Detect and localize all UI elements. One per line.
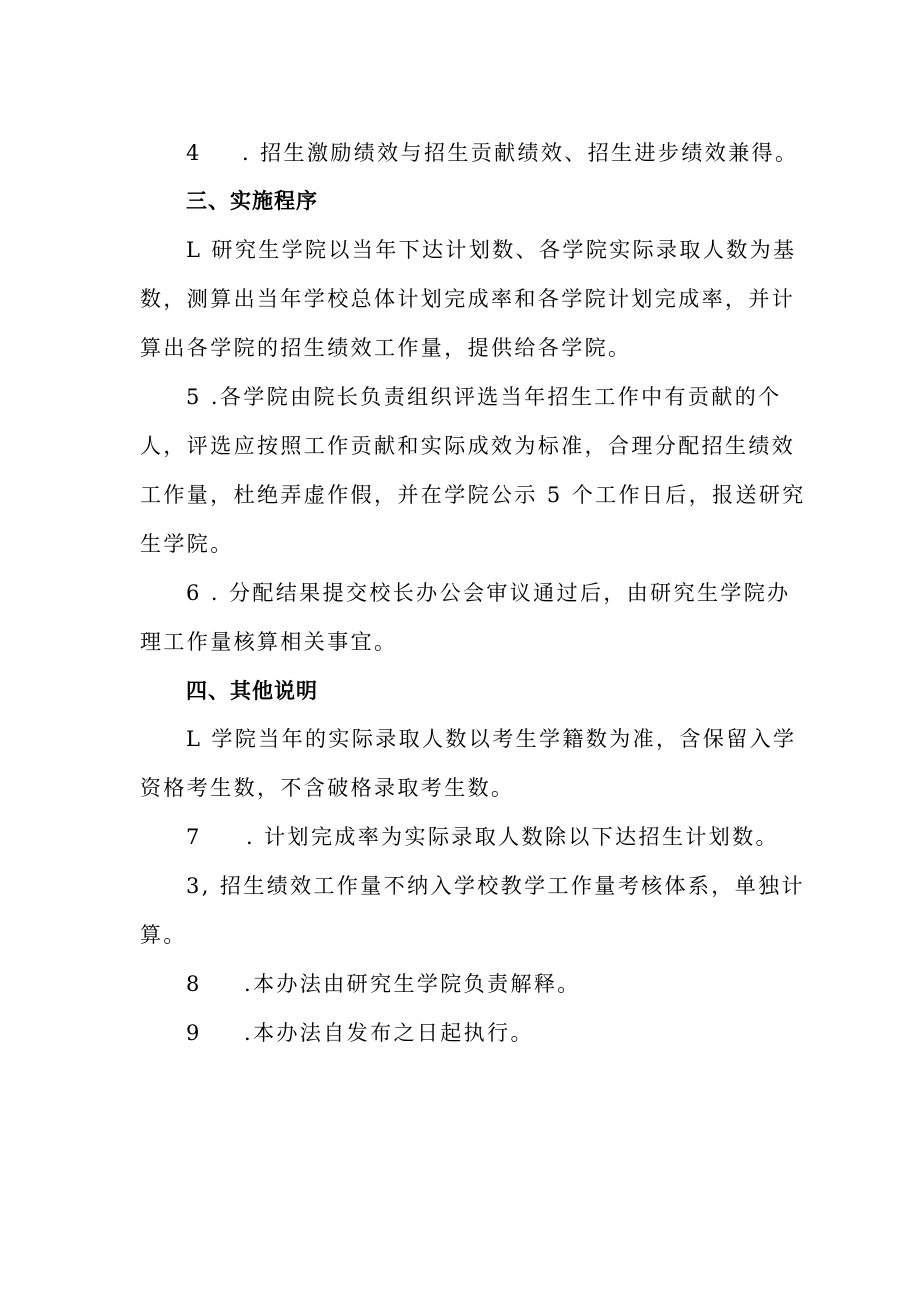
paragraph-line: 工作量，杜绝弄虚作假，并在学院公示 5 个工作日后，报送研究 xyxy=(140,483,806,507)
item-number: 9 xyxy=(186,1021,202,1045)
section-heading-other-notes: 四、其他说明 xyxy=(186,679,318,703)
item-text: .本办法自发布之日起执行。 xyxy=(244,1021,534,1045)
item-text: .本办法由研究生学院负责解释。 xyxy=(244,972,581,996)
item-9 xyxy=(186,1018,786,1048)
item-text: . 招生激励绩效与招生贡献绩效、招生进步绩效兼得。 xyxy=(242,141,799,165)
paragraph-line: 资格考生数，不含破格录取考生数。 xyxy=(140,776,515,800)
item-4 xyxy=(186,138,799,168)
paragraph-line: 生学院。 xyxy=(140,532,234,556)
paragraph-line: L 研究生学院以当年下达计划数、各学院实际录取人数为基 xyxy=(186,238,797,262)
item-number: 7 xyxy=(186,825,202,849)
paragraph-line: 理工作量核算相关事宜。 xyxy=(140,630,398,654)
paragraph-line: 人，评选应按照工作贡献和实际成效为标准，合理分配招生绩效 xyxy=(140,434,796,458)
item-7 xyxy=(186,822,786,852)
item-text: . 计划完成率为实际录取人数除以下达招生计划数。 xyxy=(246,825,779,849)
item-8 xyxy=(186,969,786,999)
paragraph-line: 算出各学院的招生绩效工作量，提供给各学院。 xyxy=(140,336,632,360)
paragraph-line: L 学院当年的实际录取人数以考生学籍数为准，含保留入学 xyxy=(186,727,797,751)
paragraph-line: 3, 招生绩效工作量不纳入学校教学工作量考核体系，单独计 xyxy=(186,874,805,898)
paragraph-line: 5 .各学院由院长负责组织评选当年招生工作中有贡献的个 xyxy=(186,385,782,409)
item-number: 8 xyxy=(186,972,202,996)
paragraph-line: 数，测算出当年学校总体计划完成率和各学院计划完成率，并计 xyxy=(140,287,796,311)
paragraph-line: 算。 xyxy=(140,923,187,947)
item-number: 4 xyxy=(186,141,202,165)
section-heading-implementation: 三、实施程序 xyxy=(186,189,318,213)
paragraph-line: 6 . 分配结果提交校长办公会审议通过后，由研究生学院办 xyxy=(186,581,791,605)
